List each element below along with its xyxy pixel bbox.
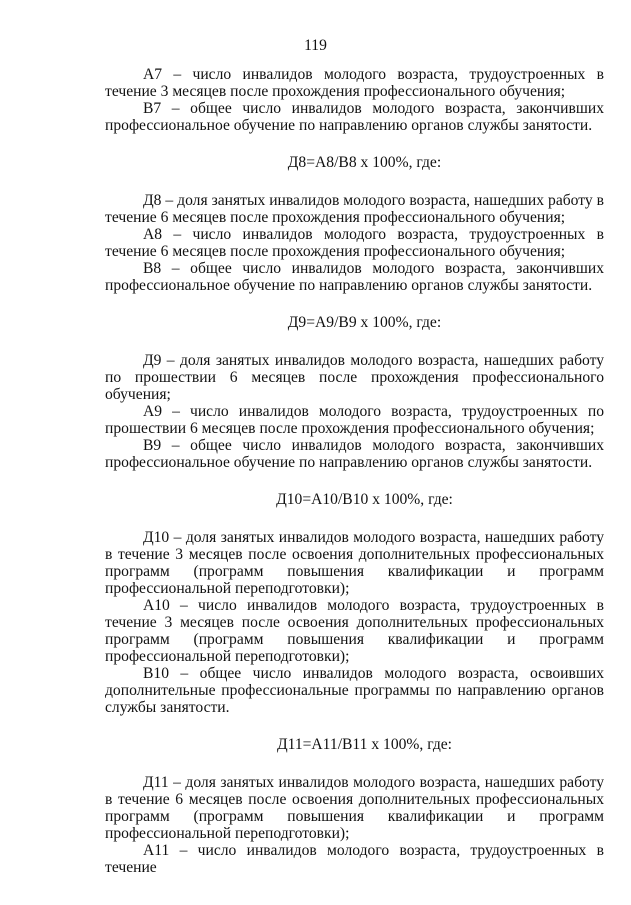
paragraph-d10: Д10 – доля занятых инвалидов молодого возраста, нашедших работу в течение 3 месяцев после освоения дополнительных профессиональных программ (программ повышения квалификации и программ профессиональной переподготовки); [105, 529, 604, 597]
paragraph-b9: В9 – общее число инвалидов молодого возраста, закончивших профессиональное обучение по направлению органов службы занятости. [105, 437, 604, 471]
formula-d10: Д10=А10/В10 х 100%, где: [276, 491, 453, 508]
document-body [105, 66, 604, 876]
page-number: 119 [304, 37, 327, 54]
paragraph-d11: Д11 – доля занятых инвалидов молодого возраста, нашедших работу в течение 6 месяцев после освоения дополнительных профессиональных программ (программ повышения квалификации и программ профессиональной переподготовки); [105, 774, 604, 842]
paragraph-b7: В7 – общее число инвалидов молодого возраста, закончивших профессиональное обучение по направлению органов службы занятости. [105, 100, 604, 134]
paragraph-b8: В8 – общее число инвалидов молодого возраста, закончивших профессиональное обучение по направлению органов службы занятости. [105, 260, 604, 294]
paragraph-a11: А11 – число инвалидов молодого возраста, трудоустроенных в течение [105, 842, 604, 876]
paragraph-b10: В10 – общее число инвалидов молодого возраста, освоивших дополнительные профессиональные программы по направлению органов службы занятости. [105, 665, 604, 716]
paragraph-a8: А8 – число инвалидов молодого возраста, трудоустроенных в течение 6 месяцев после прохождения профессионального обучения; [105, 226, 604, 260]
paragraph-a10: А10 – число инвалидов молодого возраста, трудоустроенных в течение 3 месяцев после освоения дополнительных профессиональных программ (программ повышения квалификации и программ профессиональной переподготовки); [105, 597, 604, 665]
paragraph-a9: А9 – число инвалидов молодого возраста, трудоустроенных по прошествии 6 месяцев после прохождения профессионального обучения; [105, 403, 604, 437]
formula-d11: Д11=А11/В11 х 100%, где: [276, 736, 453, 753]
paragraph-d8: Д8 – доля занятых инвалидов молодого возраста, нашедших работу в течение 6 месяцев после прохождения профессионального обучения; [105, 192, 604, 226]
paragraph-d9: Д9 – доля занятых инвалидов молодого возраста, нашедших работу по прошествии 6 месяцев после прохождения профессионального обучения; [105, 352, 604, 403]
formula-d9: Д9=А9/В9 х 100%, где: [287, 314, 442, 331]
formula-d8: Д8=А8/В8 х 100%, где: [287, 154, 442, 171]
paragraph-a7: А7 – число инвалидов молодого возраста, трудоустроенных в течение 3 месяцев после прохождения профессионального обучения; [105, 66, 604, 100]
